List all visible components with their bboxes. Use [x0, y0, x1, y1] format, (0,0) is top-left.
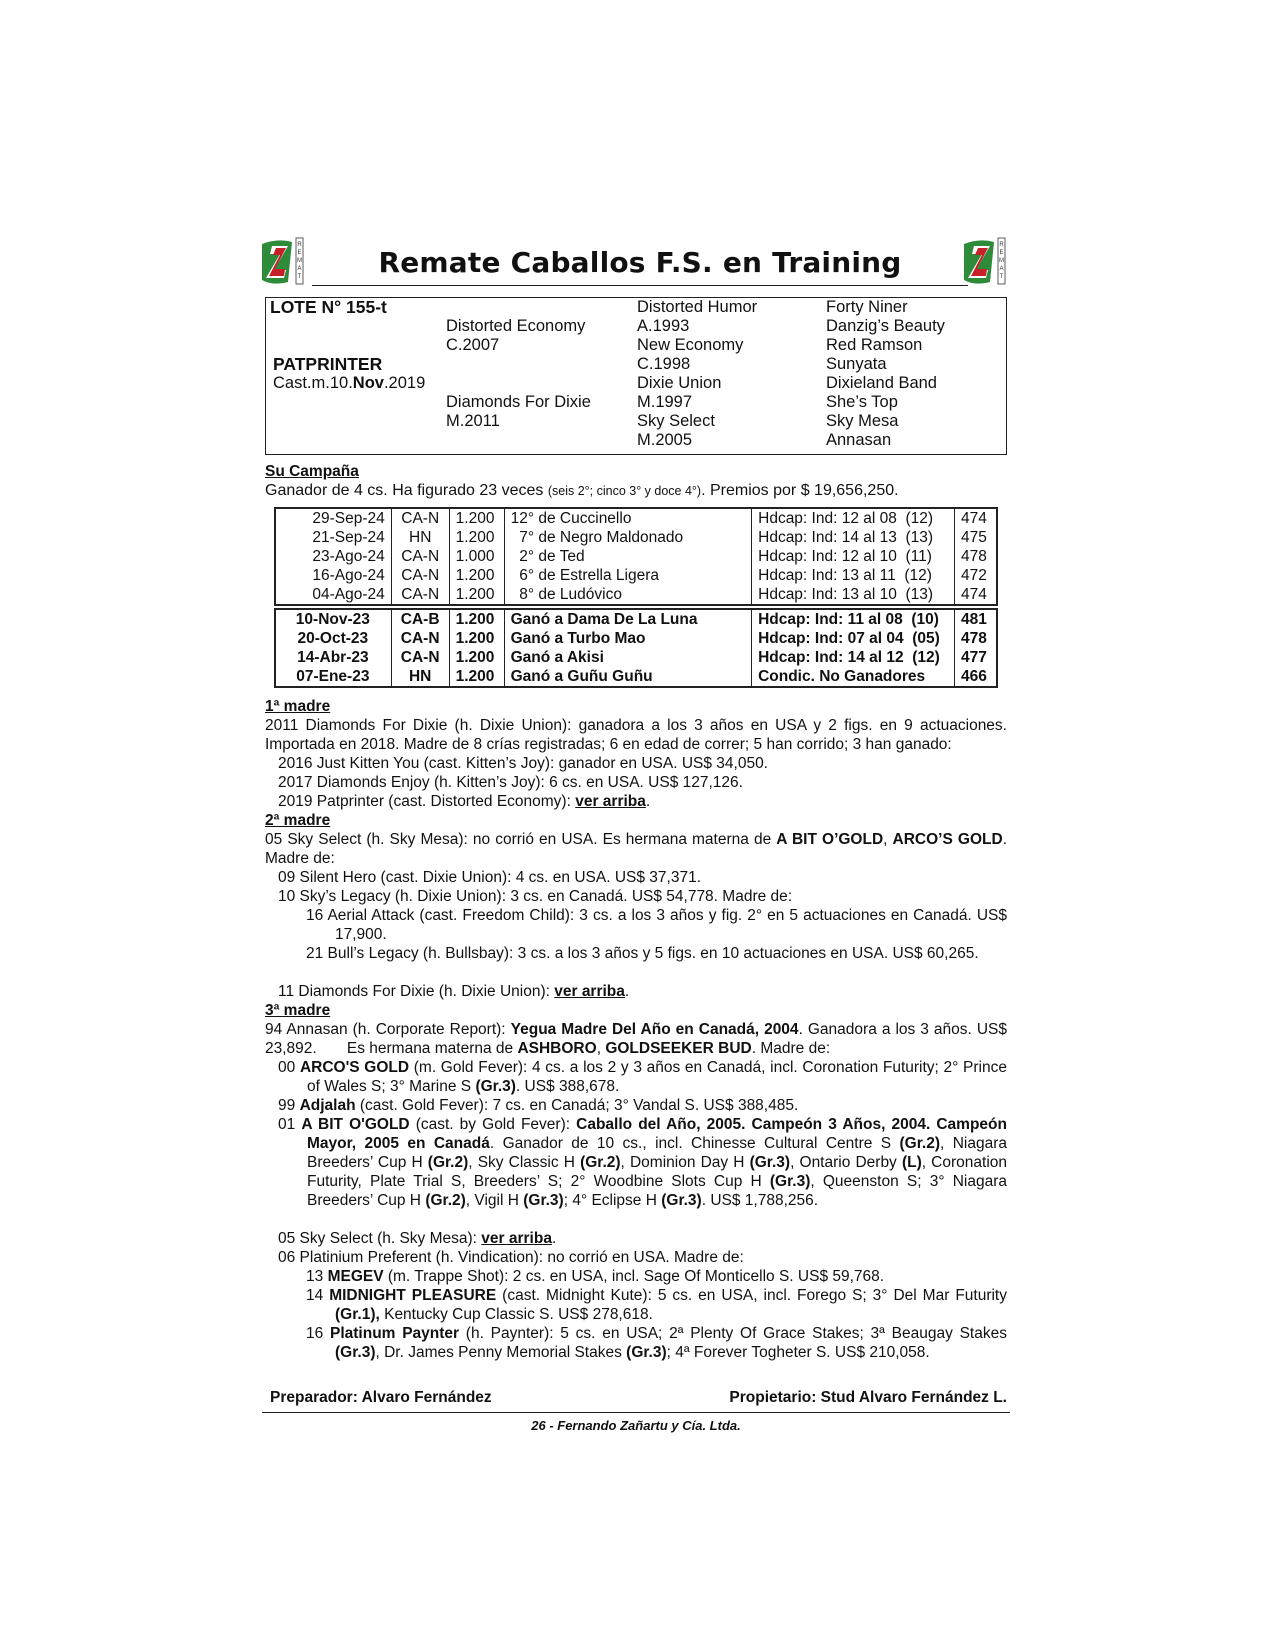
great-grandparent: Danzig’s Beauty [826, 317, 945, 335]
svg-text:A: A [999, 266, 1004, 272]
table-row: 21-Sep-24 HN 1.200 7° de Negro Maldonado Hdcap: Ind: 14 al 13 (13) 475 [275, 528, 995, 547]
grandparent-name: Sky Select [637, 412, 715, 430]
horse-name: PATPRINTER [273, 354, 383, 374]
great-grandparent: Red Ramson [826, 336, 923, 354]
owner-label: Propietario: Stud Alvaro Fernández L. [729, 1389, 1007, 1406]
sire-name: Distorted Economy [446, 317, 586, 335]
offspring-line: 2019 Patprinter (cast. Distorted Economy): ver arriba. [278, 793, 651, 810]
great-grandparent: Sky Mesa [826, 412, 899, 430]
page-title: Remate Caballos F.S. en Training [378, 246, 902, 279]
grandparent-info: C.1998 [637, 355, 691, 373]
zanartu-logo-left [258, 236, 310, 288]
pedigree-box [265, 297, 1007, 455]
table-row: 23-Ago-24 CA-N 1.000 2° de Ted Hdcap: Ind: 12 al 10 (11) 478 [275, 547, 995, 566]
table-row: 04-Ago-24 CA-N 1.200 8° de Ludóvico Hdcap: Ind: 13 al 10 (13) 474 [275, 585, 995, 604]
lot-label: LOTE N° 155-t [270, 297, 387, 317]
grandparent-info: A.1993 [637, 317, 690, 335]
svg-text:R: R [297, 242, 302, 248]
offspring-line: 99 Adjalah (cast. Gold Fever): 7 cs. en Canadá; 3° Vandal S. US$ 388,485. [278, 1097, 799, 1114]
sire-info: C.2007 [446, 336, 500, 354]
ver-arriba-link[interactable]: ver arriba [575, 793, 646, 810]
svg-text:M: M [999, 258, 1004, 264]
offspring-line: 16 Aerial Attack (cast. Freedom Child): 3 cs. a los 3 años y fig. 2° en 5 actuaciones en Canadá. US$ 17,900. [306, 907, 1007, 943]
grandparent-name: Distorted Humor [637, 298, 758, 316]
title-divider [312, 285, 968, 286]
svg-text:M: M [297, 258, 302, 264]
offspring-line: 2016 Just Kitten You (cast. Kitten’s Joy): ganador en USA. US$ 34,050. [278, 755, 768, 772]
offspring-line: 16 Platinum Paynter (h. Paynter): 5 cs. en USA; 2ª Plenty Of Grace Stakes; 3ª Beaugay Stakes (Gr.3), Dr. James Penny Memorial Stakes (Gr.3); 4ª Forever Togheter S. US$ 210,058. [306, 1325, 1007, 1361]
svg-text:T: T [297, 274, 302, 280]
third-dam-paragraph: 94 Annasan (h. Corporate Report): Yegua Madre Del Año en Canadá, 2004. Ganadora a los 3 años. US$ 23,892. Es hermana materna de ASHBORO, GOLDSEEKER BUD. Madre de: [265, 1021, 1012, 1057]
offspring-line: 2017 Diamonds Enjoy (h. Kitten’s Joy): 6 cs. en USA. US$ 127,126. [278, 774, 743, 791]
grandparent-name: Dixie Union [637, 374, 722, 392]
trainer-label: Preparador: Alvaro Fernández [270, 1389, 492, 1406]
table-row: 10-Nov-23 CA-B 1.200 Ganó a Dama De La Luna Hdcap: Ind: 11 al 08 (10) 481 [275, 610, 995, 629]
offspring-line: 10 Sky’s Legacy (h. Dixie Union): 3 cs. en Canadá. US$ 54,778. Madre de: [278, 888, 793, 905]
offspring-line: 09 Silent Hero (cast. Dixie Union): 4 cs. en USA. US$ 37,371. [278, 869, 702, 886]
offspring-line: 01 A BIT O'GOLD (cast. by Gold Fever): Caballo del Año, 2005. Campeón 3 Años, 2004. Campeón Mayor, 2005 en Canadá. Ganador de 10 cs., incl. Chinesse Cultural Centre S (Gr.2), Niagara Breeders’ Cup H (Gr.2), Sky Classic H (Gr.2), Dominion Day H (Gr.3), Ontario Derby (L), Coronation Futurity, Plate Trial S, Breeders’ S; 2° Woodbine Slots Cup H (Gr.3), Queenston S; 3° Niagara Breeders’ Cup H (Gr.2), Vigil H (Gr.3); 4° Eclipse H (Gr.3). US$ 1,788,256. [278, 1116, 1008, 1209]
great-grandparent: Annasan [826, 431, 892, 449]
svg-text:E: E [297, 250, 302, 256]
dam-name: Diamonds For Dixie [446, 393, 591, 411]
table-row: 29-Sep-24 CA-N 1.200 12° de Cuccinello Hdcap: Ind: 12 al 08 (12) 474 [275, 509, 995, 528]
table-row: 16-Ago-24 CA-N 1.200 6° de Estrella Ligera Hdcap: Ind: 13 al 11 (12) 472 [275, 566, 995, 585]
table-row: 07-Ene-23 HN 1.200 Ganó a Guñu Guñu Condic. No Ganadores 466 [275, 667, 995, 686]
ver-arriba-link[interactable]: ver arriba [481, 1230, 552, 1247]
table-row: 20-Oct-23 CA-N 1.200 Ganó a Turbo Mao Hdcap: Ind: 07 al 04 (05) 478 [275, 629, 995, 648]
horse-description: Cast.m.10.Nov.2019 [273, 374, 426, 392]
first-dam-paragraph: 2011 Diamonds For Dixie (h. Dixie Union): ganadora a los 3 años en USA y 2 figs. en 9 actuaciones. Importada en 2018. Madre de 8 crías registradas; 6 en edad de correr; 5 han corrido; 3 han ganado: [265, 717, 1007, 753]
svg-text:T: T [999, 274, 1004, 280]
offspring-line: 13 MEGEV (m. Trappe Shot): 2 cs. en USA, incl. Sage Of Monticello S. US$ 59,768. [306, 1268, 885, 1285]
grandparent-name: New Economy [637, 336, 744, 354]
first-dam-heading: 1ª madre [265, 698, 331, 715]
great-grandparent: Sunyata [826, 355, 887, 373]
offspring-line: 06 Platinium Preferent (h. Vindication): no corrió en USA. Madre de: [278, 1249, 744, 1266]
svg-text:E: E [999, 250, 1004, 256]
svg-text:R: R [999, 242, 1004, 248]
recent-races-table [274, 507, 998, 606]
ver-arriba-link[interactable]: ver arriba [554, 983, 625, 1000]
third-dam-heading: 3ª madre [265, 1002, 331, 1019]
grandparent-info: M.2005 [637, 431, 693, 449]
second-dam-paragraph: 05 Sky Select (h. Sky Mesa): no corrió en USA. Es hermana materna de A BIT O’GOLD, ARCO’S GOLD. Madre de: [265, 831, 1007, 867]
campaign-heading: Su Campaña [265, 463, 359, 480]
page-footer: 26 - Fernando Zañartu y Cía. Ltda. [531, 1418, 741, 1433]
footer-divider [262, 1412, 1010, 1413]
great-grandparent: She’s Top [826, 393, 898, 411]
offspring-line: 05 Sky Select (h. Sky Mesa): ver arriba. [278, 1230, 557, 1247]
table-row: 14-Abr-23 CA-N 1.200 Ganó a Akisi Hdcap: Ind: 14 al 12 (12) 477 [275, 648, 995, 667]
campaign-summary: Ganador de 4 cs. Ha figurado 23 veces (seis 2°; cinco 3° y doce 4°). Premios por $ 19,656,250. [265, 482, 899, 499]
offspring-line: 11 Diamonds For Dixie (h. Dixie Union): ver arriba. [278, 983, 630, 1000]
second-dam-heading: 2ª madre [265, 812, 331, 829]
great-grandparent: Forty Niner [826, 298, 908, 316]
great-grandparent: Dixieland Band [826, 374, 937, 392]
svg-text:A: A [297, 266, 302, 272]
offspring-line: 00 ARCO'S GOLD (m. Gold Fever): 4 cs. a los 2 y 3 años en Canadá, incl. Coronation Futurity; 2° Prince of Wales S; 3° Marine S (Gr.3). US$ 388,678. [278, 1059, 1007, 1095]
wins-table [274, 608, 998, 688]
offspring-line: 14 MIDNIGHT PLEASURE (cast. Midnight Kute): 5 cs. en USA, incl. Forego S; 3° Del Mar Futurity (Gr.1), Kentucky Cup Classic S. US$ 278,618. [306, 1287, 1007, 1323]
dam-info: M.2011 [446, 412, 500, 430]
offspring-line: 21 Bull’s Legacy (h. Bullsbay): 3 cs. a los 3 años y 5 figs. en 10 actuaciones en USA. US$ 60,265. [306, 945, 979, 962]
grandparent-info: M.1997 [637, 393, 693, 411]
